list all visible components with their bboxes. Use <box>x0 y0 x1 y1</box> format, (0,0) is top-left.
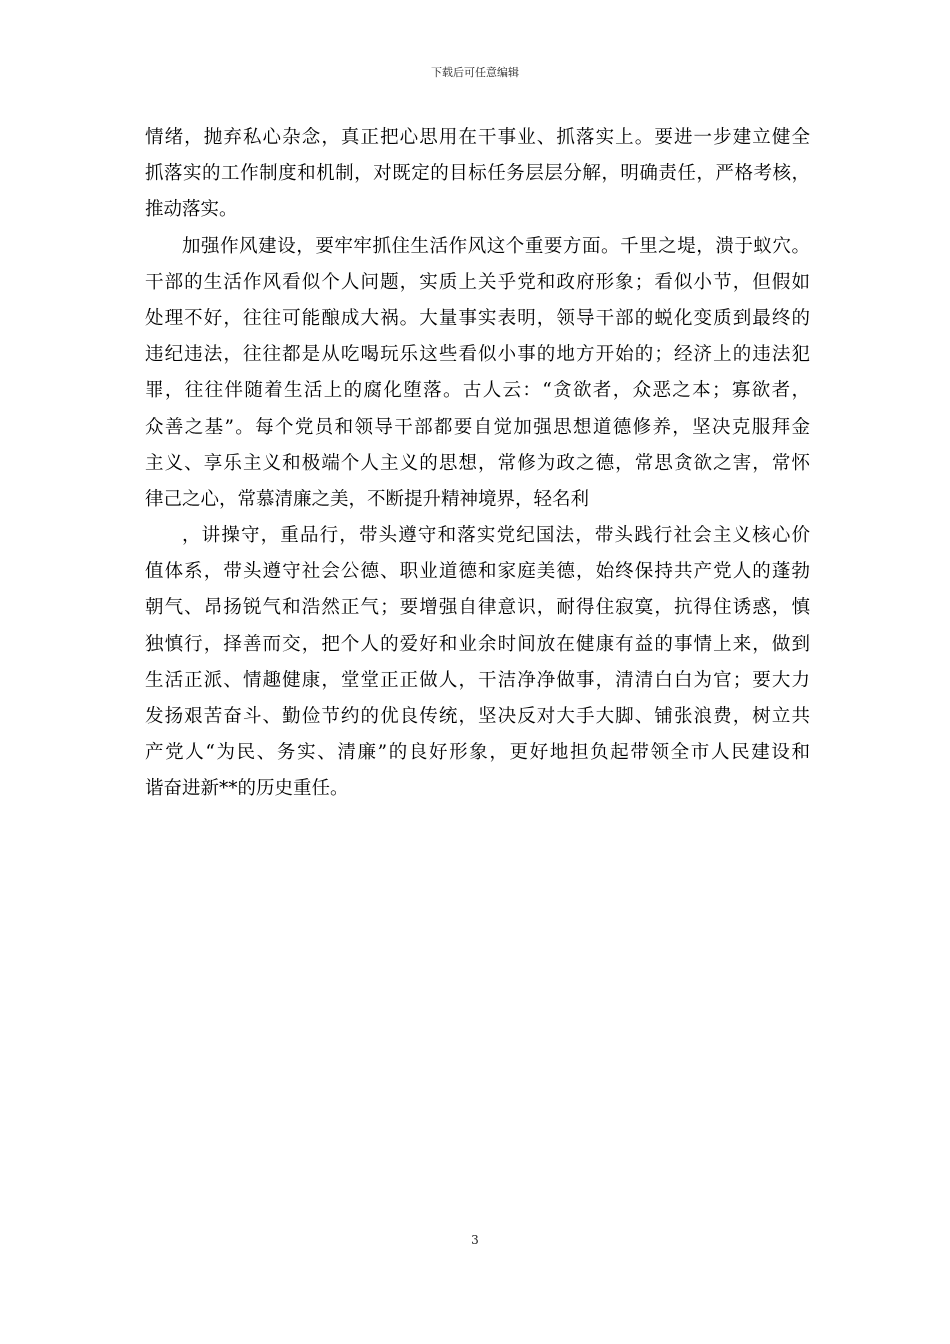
paragraph-line: 情绪，抛弃私心杂念，真正把心思用在干事业、抓落实上。要进一步建立健全 <box>145 127 810 148</box>
paragraph-line: 谐奋进新**的历史重任。 <box>145 778 349 800</box>
paragraph-line: 违纪违法，往往都是从吃喝玩乐这些看似小事的地方开始的；经济上的违法犯 <box>145 344 810 366</box>
paragraph-line: 干部的生活作风看似个人问题，实质上关乎党和政府形象；看似小节，但假如 <box>145 271 810 293</box>
document-body <box>145 120 810 808</box>
paragraph-line: 众善之基”。每个党员和领导干部都要自觉加强思想道德修养，坚决克服拜金 <box>145 416 810 438</box>
paragraph-line: 加强作风建设，要牢牢抓住生活作风这个重要方面。千里之堤，溃于蚁穴。 <box>182 235 810 257</box>
paragraph-line: 抓落实的工作制度和机制，对既定的目标任务层层分解，明确责任，严格考核， <box>145 163 810 185</box>
paragraph-line: 处理不好，往往可能酿成大祸。大量事实表明，领导干部的蜕化变质到最终的 <box>145 307 810 329</box>
page-number: 3 <box>471 1233 479 1247</box>
paragraph-line: 律己之心，常慕清廉之美，不断提升精神境界，轻名利 <box>145 488 590 510</box>
paragraph-line: 发扬艰苦奋斗、勤俭节约的优良传统，坚决反对大手大脚、铺张浪费，树立共 <box>145 706 810 727</box>
page-header: 下载后可任意编辑 <box>431 66 519 79</box>
paragraph-line: 产党人“为民、务实、清廉”的良好形象，更好地担负起带领全市人民建设和 <box>145 742 810 764</box>
paragraph-line: 主义、享乐主义和极端个人主义的思想，常修为政之德，常思贪欲之害，常怀 <box>145 452 810 474</box>
paragraph-line: 生活正派、情趣健康，堂堂正正做人，干洁净净做事，清清白白为官；要大力 <box>145 669 810 691</box>
paragraph-line: 独慎行，择善而交，把个人的爱好和业余时间放在健康有益的事情上来，做到 <box>145 633 810 655</box>
paragraph-line: 推动落实。 <box>145 199 238 221</box>
paragraph-line: 值体系，带头遵守社会公德、职业道德和家庭美德，始终保持共产党人的蓬勃 <box>145 561 810 583</box>
paragraph-line: ，讲操守，重品行，带头遵守和落实党纪国法，带头践行社会主义核心价 <box>182 525 810 547</box>
paragraph-line: 罪，往往伴随着生活上的腐化堕落。古人云：“贪欲者，众恶之本；寡欲者， <box>145 380 810 402</box>
paragraph-line: 朝气、昂扬锐气和浩然正气；要增强自律意识，耐得住寂寞，抗得住诱惑，慎 <box>145 597 810 619</box>
